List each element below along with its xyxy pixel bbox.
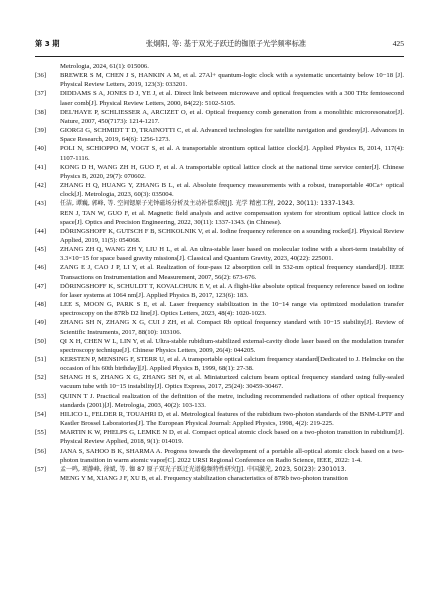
reference-text: QUINN T J. Practical realization of the definition of the metre, including recommended radiations of other optical frequency standards (2001)[J]. Metrologia, 2003, 40(2): 103-133.: [60, 392, 404, 409]
reference-item: [35, 410, 404, 428]
reference-number: [38]: [35, 108, 47, 116]
reference-item: [35, 355, 404, 373]
reference-number: [39]: [35, 127, 47, 135]
reference-text: ZHANG H Q, HUANG Y, ZHANG B L, et al. Absolute frequency measurements with a robust, transportable 40Ca+ optical clock[J]. Metrologia, 2023, 60(3): 035004.: [60, 182, 404, 199]
reference-number: [55]: [35, 429, 47, 437]
reference-text: LEE S, MOON G, PARK S E, et al. Laser frequency stabilization in the 10−14 range via optimized modulation transfer spectroscopy on the 87Rb D2 line[J]. Optics Letters, 2023, 48(4): 1020-1023.: [60, 301, 404, 318]
reference-number: [54]: [35, 410, 47, 418]
reference-text: KONG D H, WANG ZH H, GUO F, et al. A transportable optical lattice clock at the national time service center[J]. Chinese Physics B, 2020, 29(7): 070602.: [60, 163, 404, 180]
reference-item: [35, 89, 404, 107]
reference-number: [57]: [35, 465, 47, 473]
reference-number: [37]: [35, 90, 47, 98]
reference-item: [35, 263, 404, 281]
reference-list: [35, 62, 404, 483]
reference-item: [35, 126, 404, 144]
reference-text: 孟一鸣, 项静峰, 徐斌, 等. 铷 87 原子双光子跃迁光谱稳频特性研究[J]. 中国激光, 2023, 50(23): 2301013.: [60, 465, 347, 473]
reference-item: [35, 181, 404, 199]
reference-number: [35, 62, 60, 71]
reference-item: [35, 337, 404, 355]
reference-number: [35, 209, 60, 227]
reference-item: [35, 474, 404, 483]
issue-label: 第 3 期: [35, 39, 60, 48]
page-header: [35, 39, 404, 53]
reference-number: [40]: [35, 145, 47, 153]
reference-number: [36]: [35, 72, 47, 80]
reference-item: [35, 373, 404, 391]
reference-number: [52]: [35, 374, 47, 382]
reference-text: REN J, TAN W, GUO F, et al. Magnetic field analysis and active compensation system for strontium optical lattice clock in space[J]. Optics and Precision Engineering, 2022, 30(11): 1337-1343. (in Chinese).: [60, 209, 404, 226]
reference-text: ZHANG ZH Q, WANG ZH Y, LIU H L, et al. An ultra-stable laser based on molecular iodine with a short-term instability of 3.3×10−15 for space based gravity missions[J]. Classical and Quantum Gravity, 2023, 40(22): 225001.: [60, 246, 404, 263]
reference-text: BREWER S M, CHEN J S, HANKIN A M, et al. 27Al+ quantum-logic clock with a systematic uncertainty below 10−18 [J]. Physical Review Letters, 2019, 123(3): 033201.: [60, 72, 404, 89]
reference-item: [35, 465, 404, 474]
reference-item: [35, 108, 404, 126]
reference-text: DÖRINGSHOFF K, SCHULDT T, KOVALCHUK E V, et al. A flight-like absolute optical frequency reference based on iodine for laser systems at 1064 nm[J]. Applied Physics B, 2017, 123(6): 183.: [60, 282, 404, 299]
reference-text: SHANG H S, ZHANG X G, ZHANG SH N, et al. Miniaturized calcium beam optical frequency standard using fully-sealed vacuum tube with 10−15 instability[J]. Optics Express, 2017, 25(24): 30459-30467.: [60, 374, 404, 391]
reference-text: QI X H, CHEN W L, LIN Y, et al. Ultra-stable rubidium-stabilized external-cavity diode laser based on the modulation transfer spectroscopy technique[J]. Chinese Physics Letters, 2009, 26(4): 044205.: [60, 337, 404, 354]
header-rule: [35, 56, 404, 57]
reference-number: [35, 474, 60, 483]
reference-text: ZHANG SH N, ZHANG X G, CUI J ZH, et al. Compact Rb optical frequency standard with 10−15 stability[J]. Review of Scientific Instruments, 2017, 88(10): 103106.: [60, 319, 404, 336]
reference-item: [35, 209, 404, 227]
reference-text: Metrologia, 2024, 61(1): 015006.: [60, 63, 149, 70]
page-number: 425: [392, 39, 404, 48]
reference-item: [35, 300, 404, 318]
reference-number: [48]: [35, 301, 47, 309]
reference-number: [50]: [35, 337, 47, 345]
reference-number: [46]: [35, 264, 47, 272]
reference-item: [35, 62, 404, 71]
reference-number: [45]: [35, 246, 47, 254]
reference-number: [49]: [35, 319, 47, 327]
reference-number: [53]: [35, 392, 47, 400]
reference-number: [44]: [35, 227, 47, 235]
reference-item: [35, 144, 404, 162]
reference-text: JANA S, SAHOO B K, SHARMA A. Progress towards the development of a portable all-optical atomic clock based on a two-photon transition in warm atomic vapor[C]. 2022 URSI Regional Conference on Radio Science, IEEE, 2022: 1-4.: [60, 447, 404, 464]
reference-text: MARTIN K W, PHELPS G, LEMKE N D, et al. Compact optical atomic clock based on a two-photon transition in rubidium[J]. Physical Review Applied, 2018, 9(1): 014019.: [60, 429, 404, 446]
reference-number: [43]: [35, 200, 47, 208]
reference-number: [41]: [35, 163, 47, 171]
reference-item: [35, 227, 404, 245]
reference-text: HILICO L, FELDER R, TOUAHRI D, et al. Metrological features of the rubidium two-photon standards of the BNM-LPTF and Kastler Brossel Laboratories[J]. The European Physical Journal: Applied Physics, 1998, 4(2): 219-225.: [60, 410, 404, 428]
reference-text: GIORGI G, SCHMIDT T D, TRAINOTTI C, et al. Advanced technologies for satellite navigation and geodesy[J]. Advances in Space Research, 2019, 64(6): 1256-1273.: [60, 127, 404, 144]
reference-item: [35, 392, 404, 410]
reference-item: [35, 428, 404, 446]
reference-number: [51]: [35, 356, 47, 363]
reference-item: [35, 199, 404, 208]
reference-text: POLI N, SCHIOPPO M, VOGT S, et al. A transportable strontium optical lattice clock[J]. Applied Physics B, 2014, 117(4): 1107-1116.: [60, 145, 404, 162]
reference-number: [56]: [35, 447, 47, 455]
reference-item: [35, 447, 404, 465]
reference-text: KERSTEN P, MENSING F, STERR U, et al. A transportable optical calcium frequency standard[Dedicated to J. Helmcke on the occasion of his 60th birthday][J]. Applied Physics B, 1999, 68(1): 27-38.: [60, 356, 404, 373]
reference-text: ZANG E J, CAO J P, LI Y, et al. Realization of four-pass I2 absorption cell in 532-nm optical frequency standard[J]. IEEE Transactions on Instrumentation and Measurement, 2007, 56(2): 673-676.: [60, 264, 404, 281]
running-title: 张炯阳, 等: 基于双光子跃迁的铷原子光学频率标准: [145, 39, 307, 48]
reference-number: [47]: [35, 282, 47, 290]
reference-item: [35, 71, 404, 89]
reference-item: [35, 245, 404, 263]
reference-text: 任洁, 谭巍, 郭峰, 等. 空间锶原子光钟磁场分析及主动补偿系统[J]. 光学 精密工程, 2022, 30(11): 1337-1343.: [60, 200, 355, 208]
reference-text: DIDDAMS S A, JONES D J, YE J, et al. Direct link between microwave and optical frequencies with a 300 THz femtosecond laser comb[J]. Physical Review Letters, 2000, 84(22): 5102-5105.: [60, 90, 404, 107]
reference-item: [35, 318, 404, 336]
reference-text: MENG Y M, XIANG J F, XU B, et al. Frequency stabilization characteristics of 87Rb two-photon transition: [60, 475, 348, 483]
reference-text: DÖRINGSHOFF K, GUTSCH F B, SCHKOLNIK V, et al. Iodine frequency reference on a sounding rocket[J]. Physical Review Applied, 2019, 11(5): 054068.: [60, 227, 404, 244]
reference-item: [35, 163, 404, 181]
reference-number: [42]: [35, 182, 47, 190]
reference-text: DEL'HAYE P, SCHLIESSER A, ARCIZET O, et al. Optical frequency comb generation from a monolithic microresonator[J]. Nature, 2007, 450(7173): 1214-1217.: [60, 108, 404, 125]
reference-item: [35, 282, 404, 300]
